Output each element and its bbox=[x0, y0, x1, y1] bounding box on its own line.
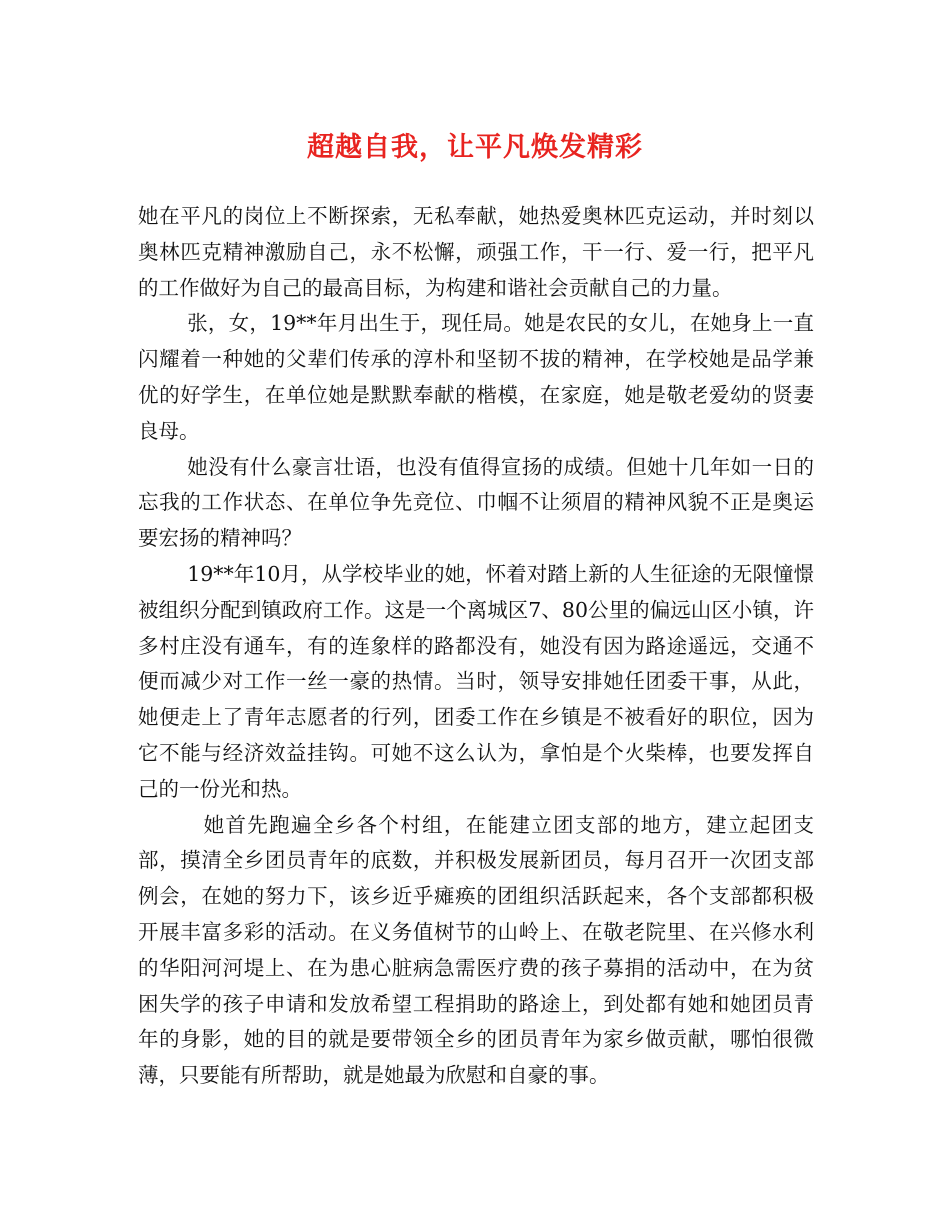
paragraph-profile: 张，女，19**年月出生于，现任局。她是农民的女儿，在她身上一直闪耀着一种她的父辈们传承的淳朴和坚韧不拔的精神，在学校她是品学兼优的好学生，在单位她是默默奉献的楷模，在家庭，她是敬老爱幼的贤妻良母。 bbox=[138, 311, 814, 443]
document-title: 超越自我，让平凡焕发精彩 bbox=[307, 132, 643, 163]
paragraph-spirit: 她没有什么豪言壮语，也没有值得宣扬的成绩。但她十几年如一日的忘我的工作状态、在单位争先竞位、巾帼不让须眉的精神风貌不正是奥运要宏扬的精神吗？ bbox=[138, 454, 814, 551]
document-body bbox=[138, 199, 814, 1094]
paragraph-career-start: 19**年10月，从学校毕业的她，怀着对踏上新的人生征途的无限憧憬被组织分配到镇政府工作。这是一个离城区7、80公里的偏远山区小镇，许多村庄没有通车，有的连象样的路都没有，她没有因为路途遥远，交通不便而减少对工作一丝一豪的热情。当时，领导安排她任团委干事，从此，她便走上了青年志愿者的行列，团委工作在乡镇是不被看好的职位，因为它不能与经济效益挂钩。可她不这么认为，拿怕是个火柴棒，也要发挥自己的一份光和热。 bbox=[138, 561, 814, 801]
paragraph-intro: 她在平凡的岗位上不断探索，无私奉献，她热爱奥林匹克运动，并时刻以奥林匹克精神激励自己，永不松懈，顽强工作，干一行、爱一行，把平凡的工作做好为自己的最高目标，为构建和谐社会贡献自己的力量。 bbox=[138, 204, 814, 300]
paragraph-youth-work: 她首先跑遍全乡各个村组，在能建立团支部的地方，建立起团支部，摸清全乡团员青年的底数，并积极发展新团员，每月召开一次团支部例会，在她的努力下，该乡近乎瘫痪的团组织活跃起来，各个支部都积极开展丰富多彩的活动。在义务值树节的山岭上、在敬老院里、在兴修水利的华阳河河堤上、在为患心脏病急需医疗费的孩子募捐的活动中，在为贫困失学的孩子申请和发放希望工程捐助的路途上，到处都有她和她团员青年的身影，她的目的就是要带领全乡的团员青年为家乡做贡献，哪怕很微薄，只要能有所帮助，就是她最为欣慰和自豪的事。 bbox=[138, 812, 814, 1088]
